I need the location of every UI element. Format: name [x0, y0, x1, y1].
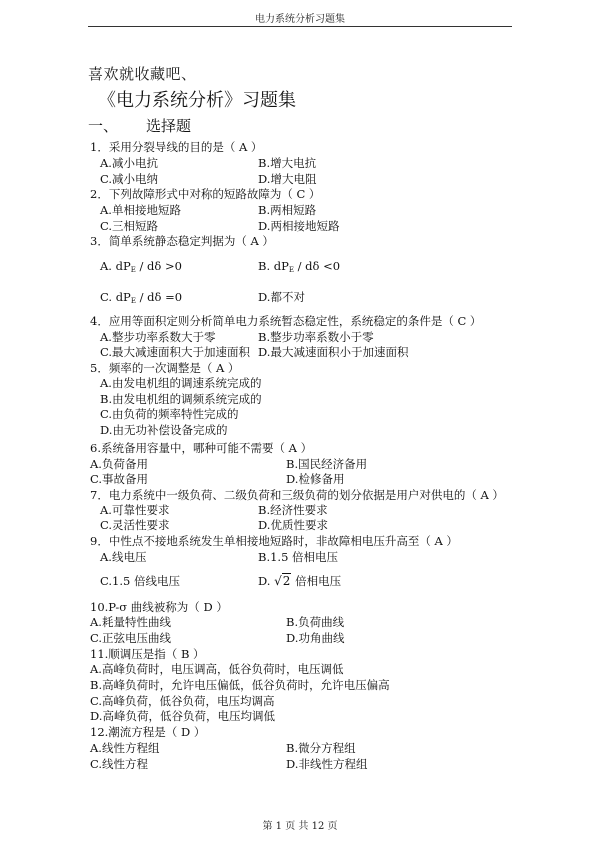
q11-option-a: A.高峰负荷时，电压调高，低谷负荷时，电压调低: [90, 662, 344, 676]
question-11: 11.顺调压是指（ B ）: [90, 647, 205, 661]
question-3: 3．简单系统静态稳定判据为（ A ）: [90, 234, 274, 248]
sqrt-symbol: √2: [274, 574, 291, 588]
section-number: 一、: [88, 117, 119, 135]
q9-option-d: D. √2 倍相电压: [258, 574, 342, 588]
question-4: 4．应用等面积定则分析简单电力系统暂态稳定性，系统稳定的条件是（ C ）: [90, 314, 482, 328]
watermark-text: 喜欢就收藏吧、: [88, 65, 197, 83]
q12-option-d: D.非线性方程组: [286, 757, 368, 771]
q1-option-d: D.增大电阻: [258, 172, 317, 186]
q1-option-c: C.减小电纳: [100, 172, 159, 186]
q1-option-b: B.增大电抗: [258, 156, 317, 170]
page-footer: 第 1 页 共 12 页: [262, 821, 338, 832]
q11-option-b: B.高峰负荷时，允许电压偏低，低谷负荷时，允许电压偏高: [90, 678, 390, 692]
q7-option-d: D.优质性要求: [258, 518, 328, 532]
q4-option-b: B.整步功率系数小于零: [258, 330, 374, 344]
q5-option-c: C.由负荷的频率特性完成的: [100, 407, 239, 421]
q3-option-c: C. $dP_E / d\delta =0$: [100, 290, 183, 305]
q1-option-a: A.减小电抗: [100, 156, 158, 170]
q2-option-d: D.两相接地短路: [258, 219, 340, 233]
question-12: 12.潮流方程是（ D ）: [90, 725, 206, 739]
section-title: 选择题: [146, 117, 192, 135]
q2-option-c: C.三相短路: [100, 219, 159, 233]
q2-option-a: A.单相接地短路: [100, 203, 181, 217]
q10-option-b: B.负荷曲线: [286, 615, 345, 629]
q6-option-d: D.检修备用: [286, 472, 345, 486]
section-heading: [88, 115, 191, 136]
question-10: 10.P-σ 曲线被称为（ D ）: [90, 600, 228, 614]
q6-option-b: B.国民经济备用: [286, 457, 368, 471]
q4-option-d: D.最大减速面积小于加速面积: [258, 345, 409, 359]
q12-option-a: A.线性方程组: [90, 741, 160, 755]
question-7: 7．电力系统中一级负荷、二级负荷和三级负荷的划分依据是用户对供电的（ A ）: [90, 488, 504, 502]
q9-option-b: B.1.5 倍相电压: [258, 550, 339, 564]
question-6: 6.系统备用容量中，哪种可能不需要（ A ）: [90, 441, 313, 455]
q6-option-a: A.负荷备用: [90, 457, 148, 471]
q6-option-c: C.事故备用: [90, 472, 149, 486]
book-title: 《电力系统分析》习题集: [98, 90, 296, 111]
q7-option-a: A.可靠性要求: [100, 503, 170, 517]
q12-option-b: B.微分方程组: [286, 741, 356, 755]
q11-option-c: C.高峰负荷，低谷负荷，电压均调高: [90, 694, 275, 708]
running-header: 电力系统分析习题集: [255, 14, 345, 25]
q3-option-b: B. $dP_E / d\delta <0$: [258, 259, 341, 274]
q3-option-d: D.都不对: [258, 290, 305, 304]
q5-option-d: D.由无功补偿设备完成的: [100, 423, 228, 437]
q9-option-c: C.1.5 倍线电压: [100, 574, 180, 588]
q7-option-b: B.经济性要求: [258, 503, 328, 517]
q4-option-a: A.整步功率系数大于零: [100, 330, 216, 344]
question-2: 2．下列故障形式中对称的短路故障为（ C ）: [90, 187, 321, 201]
header-rule: [88, 26, 512, 27]
q4-option-c: C.最大减速面积大于加速面积: [100, 345, 251, 359]
question-5: 5．频率的一次调整是（ A ）: [90, 361, 240, 375]
q7-option-c: C.灵活性要求: [100, 518, 170, 532]
q9-option-a: A.线电压: [100, 550, 147, 564]
q5-option-a: A.由发电机组的调速系统完成的: [100, 376, 262, 390]
q12-option-c: C.线性方程: [90, 757, 149, 771]
question-9: 9．中性点不接地系统发生单相接地短路时，非故障相电压升高至（ A ）: [90, 534, 458, 548]
q10-option-c: C.正弦电压曲线: [90, 631, 172, 645]
q10-option-a: A.耗量特性曲线: [90, 615, 171, 629]
q10-option-d: D.功角曲线: [286, 631, 345, 645]
q3-option-a: A. $dP_E / d\delta >0$: [100, 259, 182, 274]
q5-option-b: B.由发电机组的调频系统完成的: [100, 392, 262, 406]
q11-option-d: D.高峰负荷，低谷负荷，电压均调低: [90, 709, 275, 723]
q2-option-b: B.两相短路: [258, 203, 317, 217]
question-1: 1．采用分裂导线的目的是（ A ）: [90, 140, 263, 154]
